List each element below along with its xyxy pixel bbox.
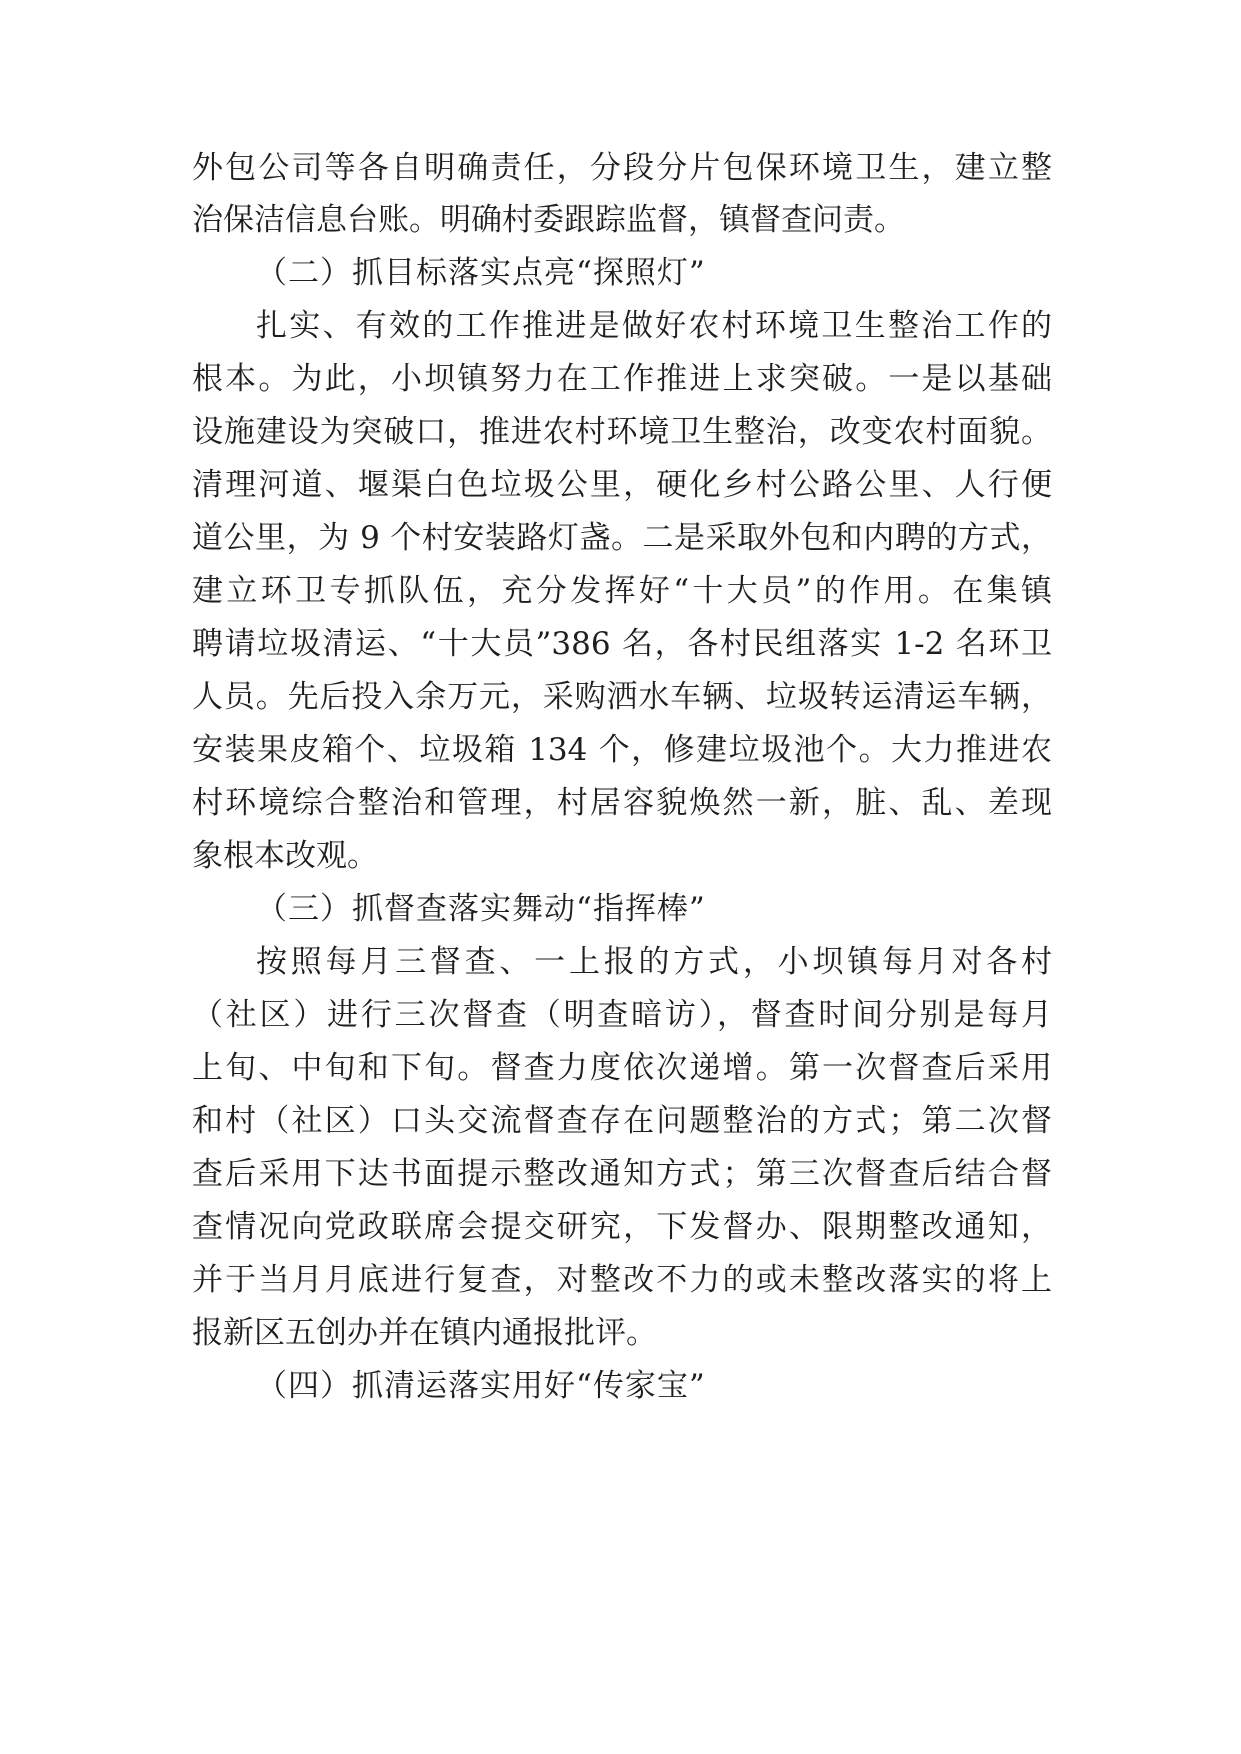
body-text-line: 人员。先后投入余万元，采购洒水车辆、垃圾转运清运车辆， (192, 679, 1052, 715)
body-text-line: 查情况向党政联席会提交研究，下发督办、限期整改通知， (192, 1209, 1052, 1245)
body-text-line: 建立环卫专抓队伍，充分发挥好“十大员”的作用。在集镇 (192, 573, 1052, 609)
body-text-line: 扎实、有效的工作推进是做好农村环境卫生整治工作的 (256, 308, 1052, 344)
body-text-line: 清理河道、堰渠白色垃圾公里，硬化乡村公路公里、人行便 (192, 467, 1052, 503)
section-heading-3: （三）抓督查落实舞动“指挥棒” (256, 891, 706, 927)
body-text-line: （社区）进行三次督查（明查暗访），督查时间分别是每月 (192, 997, 1052, 1033)
body-text-line: 治保洁信息台账。明确村委跟踪监督，镇督查问责。 (192, 202, 905, 238)
body-text-line: 查后采用下达书面提示整改通知方式；第三次督查后结合督 (192, 1156, 1052, 1192)
body-text-line: 象根本改观。 (192, 838, 378, 874)
body-text-line: 道公里，为 9 个村安装路灯盏。二是采取外包和内聘的方式， (192, 520, 1052, 556)
body-text-line: 和村（社区）口头交流督查存在问题整治的方式；第二次督 (192, 1103, 1052, 1139)
section-heading-4: （四）抓清运落实用好“传家宝” (256, 1368, 706, 1404)
body-text-line: 上旬、中旬和下旬。督查力度依次递增。第一次督查后采用 (192, 1050, 1052, 1086)
body-text-line: 设施建设为突破口，推进农村环境卫生整治，改变农村面貌。 (192, 414, 1052, 450)
body-text-line: 并于当月月底进行复查，对整改不力的或未整改落实的将上 (192, 1262, 1052, 1298)
body-text-line: 报新区五创办并在镇内通报批评。 (192, 1315, 657, 1351)
body-text-line: 安装果皮箱个、垃圾箱 134 个，修建垃圾池个。大力推进农 (192, 732, 1052, 768)
body-text-line: 聘请垃圾清运、“十大员”386 名，各村民组落实 1-2 名环卫 (192, 626, 1052, 662)
section-heading-2: （二）抓目标落实点亮“探照灯” (256, 255, 706, 291)
body-text-line: 外包公司等各自明确责任，分段分片包保环境卫生，建立整 (192, 150, 1052, 186)
body-text-line: 根本。为此，小坝镇努力在工作推进上求突破。一是以基础 (192, 361, 1052, 397)
body-text-line: 村环境综合整治和管理，村居容貌焕然一新，脏、乱、差现 (192, 785, 1052, 821)
body-text-line: 按照每月三督查、一上报的方式，小坝镇每月对各村 (256, 944, 1052, 980)
